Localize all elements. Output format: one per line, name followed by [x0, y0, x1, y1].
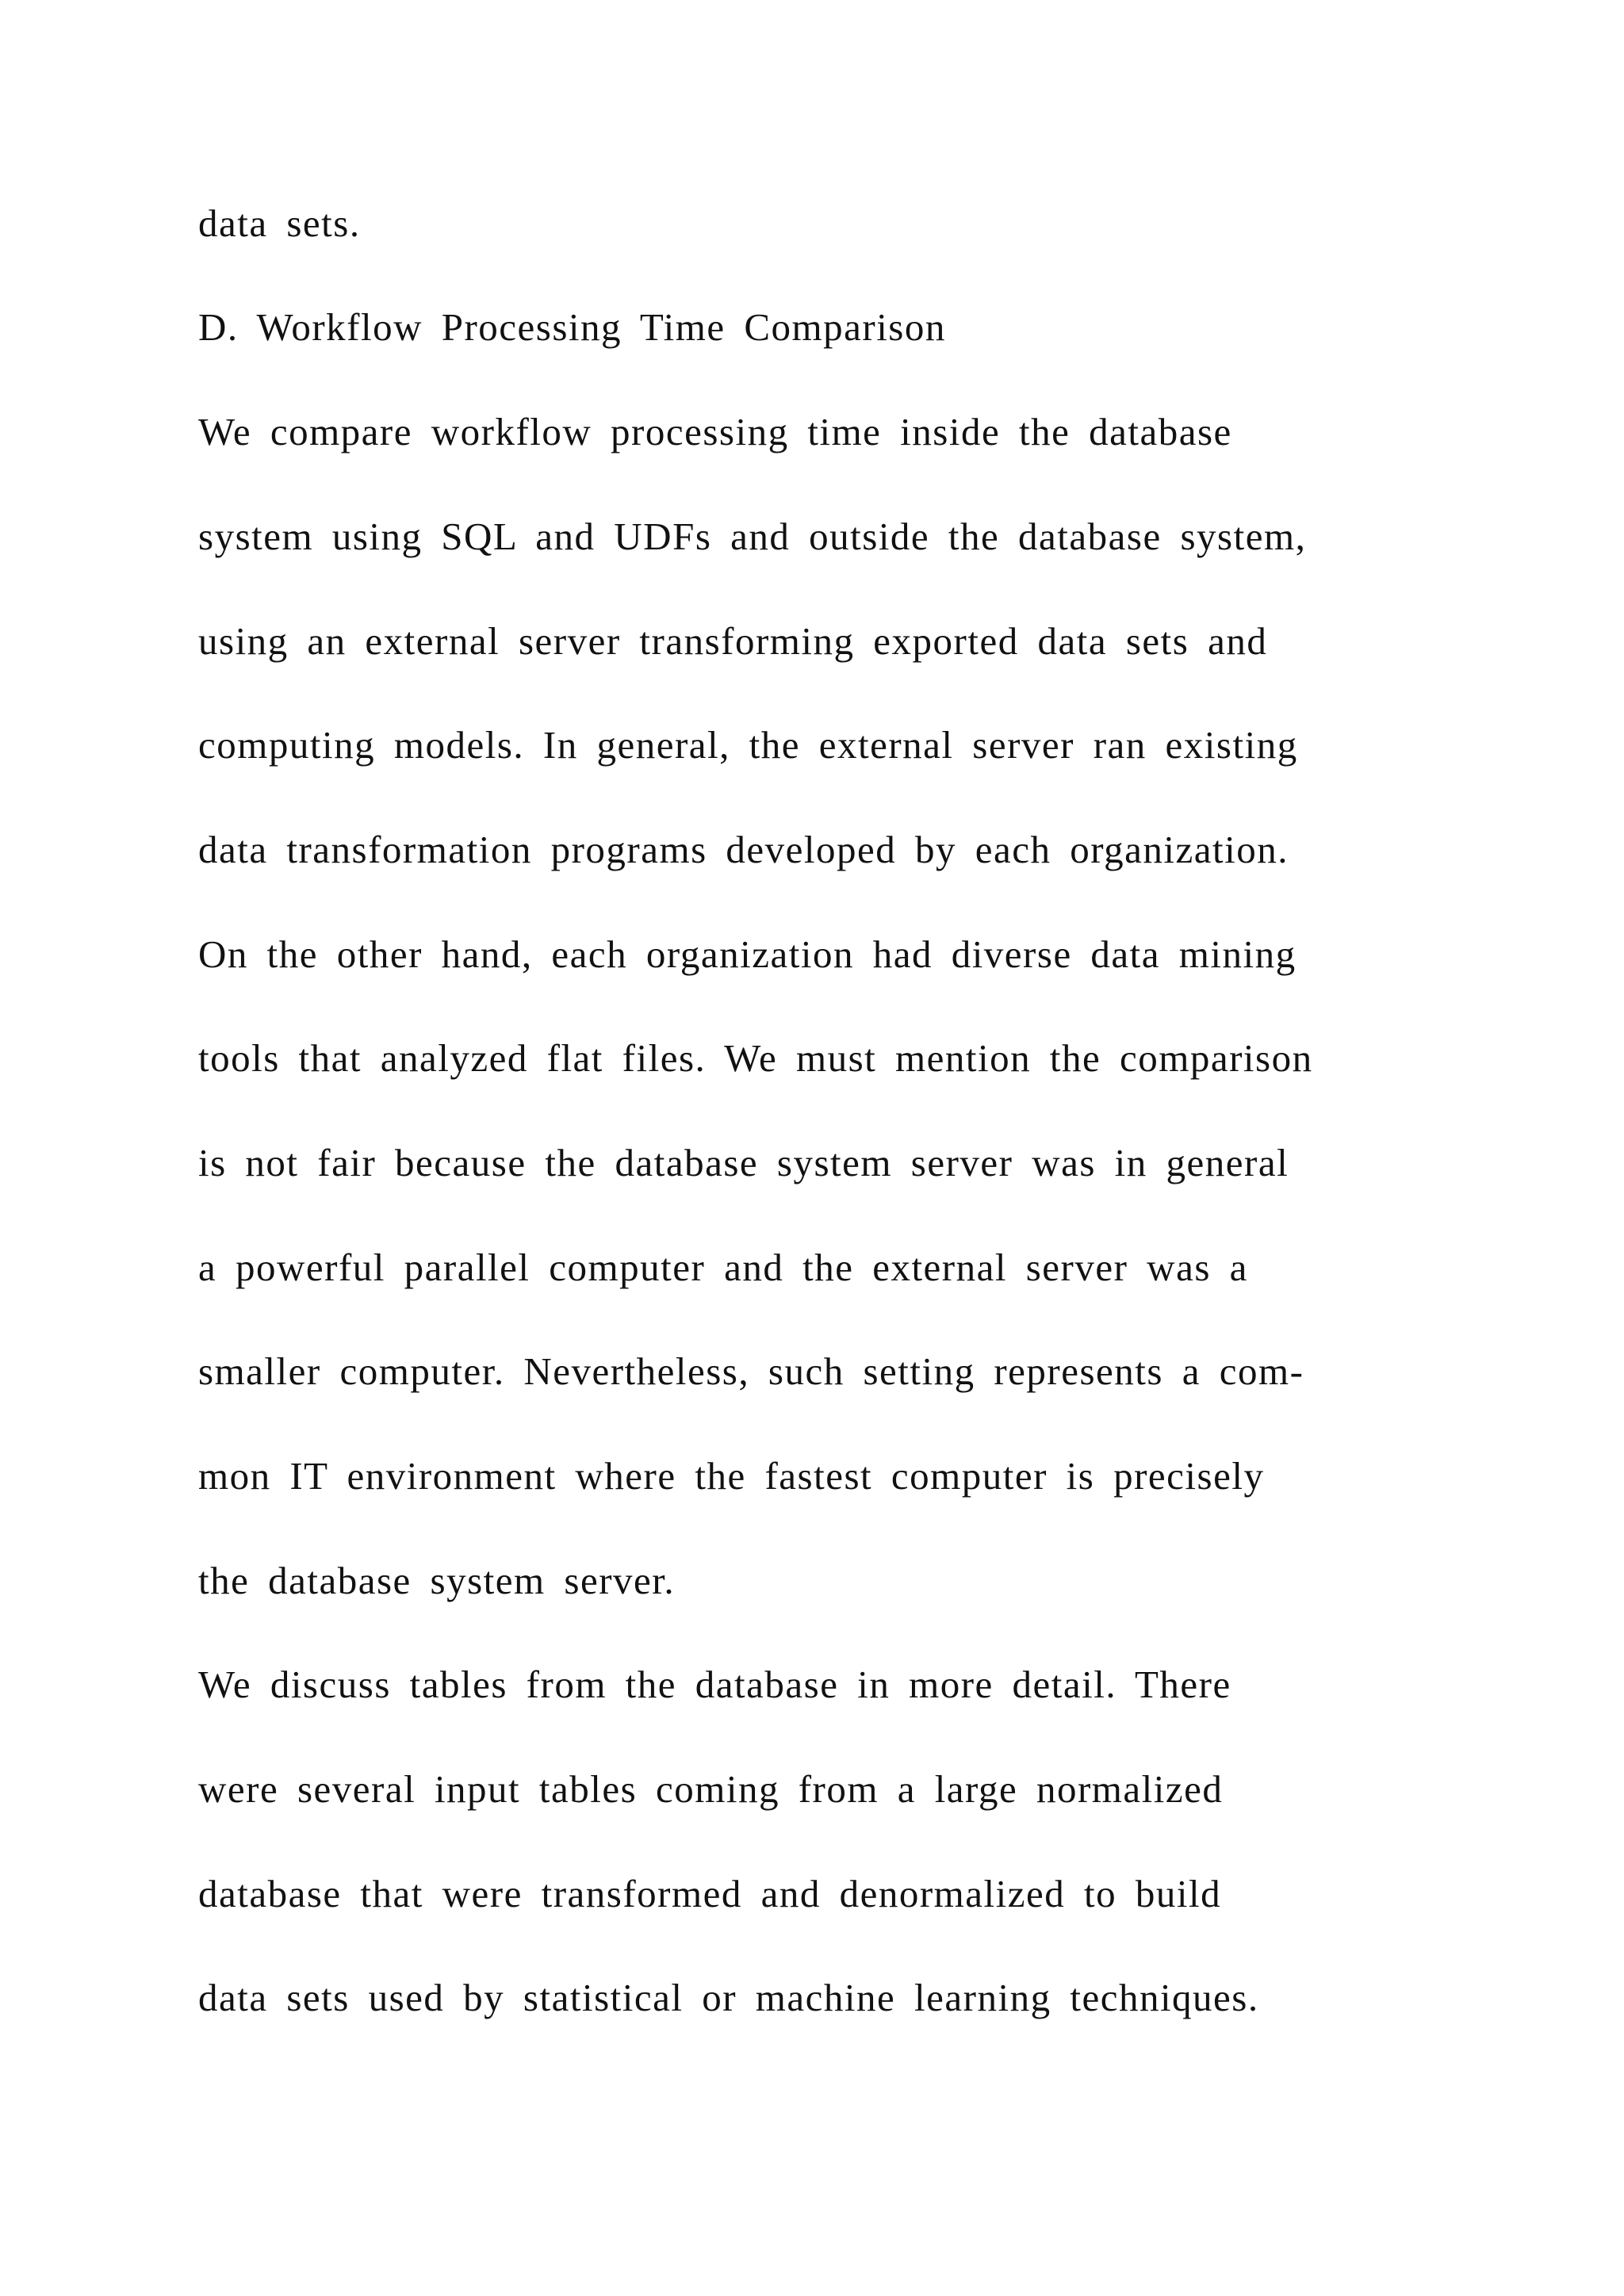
paragraph-1-line: We compare workflow processing time inside the database: [198, 410, 1232, 453]
paragraph-1-line: a powerful parallel computer and the external server was a: [198, 1246, 1248, 1289]
continuation-text: data sets.: [198, 201, 361, 245]
paragraph-1-line: system using SQL and UDFs and outside the database system,: [198, 515, 1307, 558]
paragraph-1-line: using an external server transforming exported data sets and: [198, 619, 1268, 663]
section-heading: D. Workflow Processing Time Comparison: [198, 305, 946, 349]
paragraph-2-line: data sets used by statistical or machine learning techniques.: [198, 1976, 1259, 2019]
paragraph-1-line: computing models. In general, the external server ran existing: [198, 723, 1298, 767]
paragraph-1-line: smaller computer. Nevertheless, such setting represents a com-: [198, 1349, 1304, 1393]
paragraph-2-line: database that were transformed and denormalized to build: [198, 1872, 1222, 1915]
paragraph-2-line: We discuss tables from the database in more detail. There: [198, 1663, 1231, 1706]
paragraph-1-line: the database system server.: [198, 1559, 676, 1602]
paragraph-1-line: On the other hand, each organization had diverse data mining: [198, 932, 1297, 976]
paragraph-1-line: is not fair because the database system server was in general: [198, 1141, 1289, 1184]
paragraph-2-line: were several input tables coming from a large normalized: [198, 1767, 1224, 1811]
paragraph-1-line: data transformation programs developed by each organization.: [198, 828, 1289, 871]
paragraph-1-line: mon IT environment where the fastest computer is precisely: [198, 1454, 1265, 1498]
paragraph-1-line: tools that analyzed flat files. We must mention the comparison: [198, 1036, 1313, 1080]
